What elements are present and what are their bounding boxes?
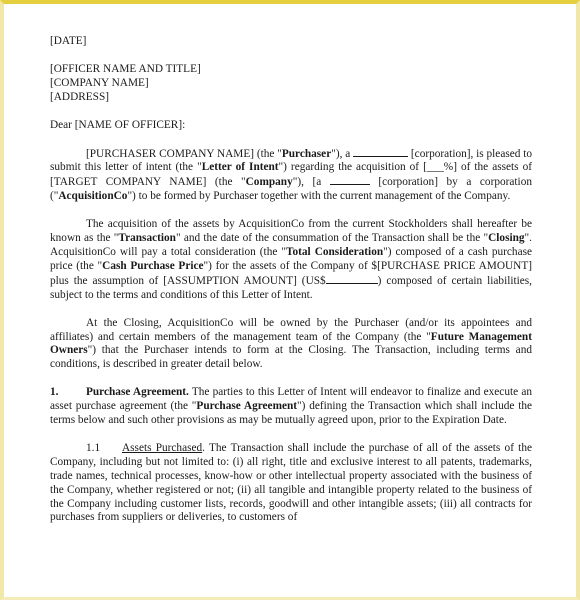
- ownership-paragraph: At the Closing, AcquisitionCo will be owned by the Purchaser (and/or its appointees and affiliates) and certain members of the management team of the Company (the "Future Management Owners") that the Purchaser intends to form at the Closing. The Transaction, including terms and conditions, is described in greater detail below.: [50, 316, 532, 371]
- officer-name-line: [OFFICER NAME AND TITLE]: [50, 62, 201, 75]
- intro-paragraph: [PURCHASER COMPANY NAME] (the "Purchaser"), a [corporation], is pleased to submit this letter of intent (the "Letter of Intent") regarding the acquisition of [___%] of the assets of [TARGET COMPANY NAME] (the "Company"), [a [corporation] by a corporation ("AcquisitionCo") to be formed by Purchaser together with the current management of the Company.: [50, 147, 533, 203]
- salutation: Dear [NAME OF OFFICER]:: [50, 118, 186, 131]
- date-line: [DATE]: [50, 35, 87, 47]
- letter-of-intent-document: [50, 35, 532, 525]
- state-blank: [330, 175, 370, 185]
- corporation-blank: [353, 147, 408, 157]
- company-name-line: [COMPANY NAME]: [50, 76, 149, 89]
- section-1-1-assets-purchased: 1.1 Assets Purchased. The Transaction shall include the purchase of all of the assets of the Company, including but not limited to: (i) all right, title and exclusive interest to all patents, trademarks, trade names, technical processes, know-how or other intellectual property associated with the business of the Company, whether registered or not; (ii) all tangible and intangible property related to the business of the Company including customer lists, records, goodwill and other intangible assets; (iii) all contracts for purchases from suppliers or deliveries, to customers of: [50, 441, 532, 524]
- transaction-paragraph: The acquisition of the assets by AcquisitionCo from the current Stockholders shall hereafter be known as the "Transaction" and the date of the consummation of the Transaction shall be the "Closing". AcquisitionCo will pay a total consideration (the "Total Consideration") composed of a cash purchase price (the "Cash Purchase Price") for the assets of the Company of $[PURCHASE PRICE AMOUNT] plus the assumption of [ASSUMPTION AMOUNT] (US$ ) composed of certain liabilities, subject to the terms and conditions of this Letter of Intent.: [50, 218, 533, 301]
- section-1-purchase-agreement: 1. Purchase Agreement. The parties to this Letter of Intent will endeavor to finalize and execute an asset purchase agreement (the "Purchase Agreement") defining the Transaction which shall include the terms below and such other provisions as may be mutually agreed upon, prior to the Expiration Date.: [50, 386, 533, 427]
- address-line: [ADDRESS]: [50, 90, 109, 103]
- usd-amount-blank: [326, 274, 378, 284]
